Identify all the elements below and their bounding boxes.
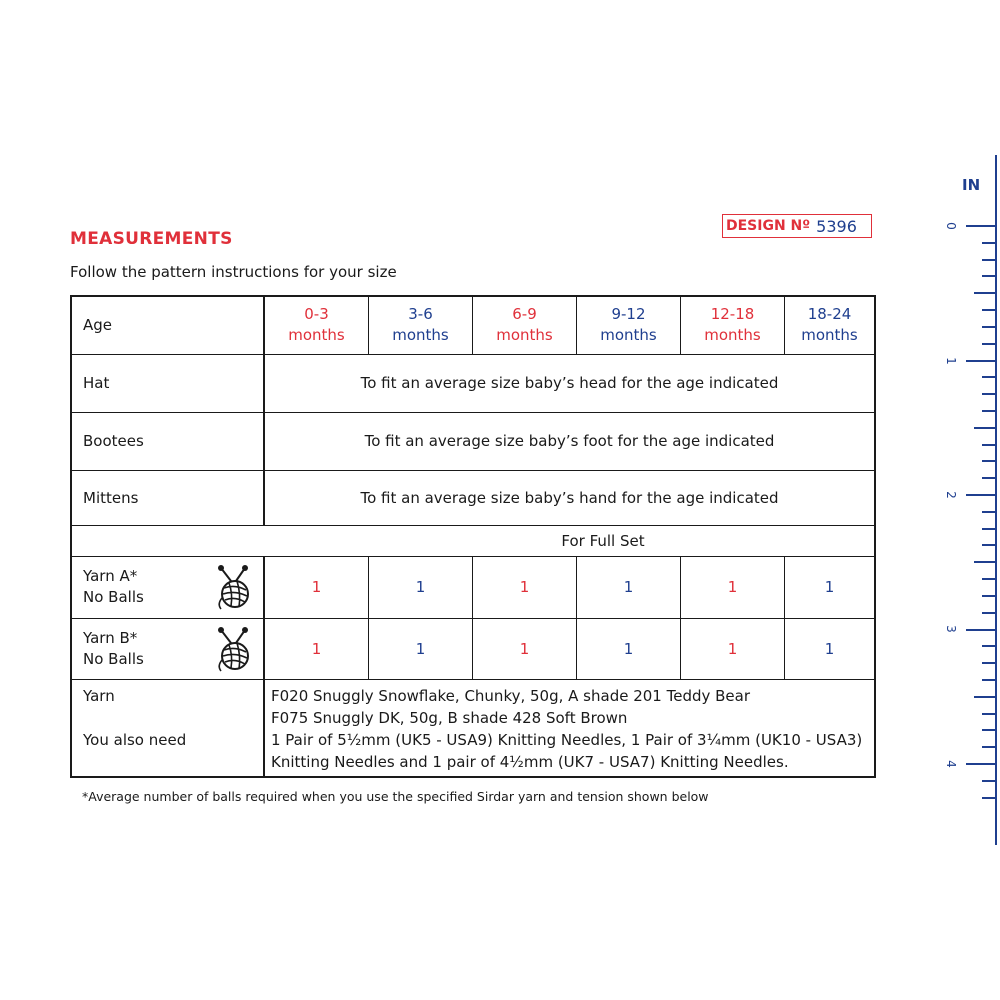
- ruler-tick: [982, 460, 996, 462]
- ruler-tick: [982, 612, 996, 614]
- yarn-a-label: Yarn A* No Balls: [71, 556, 264, 618]
- yarn-label: Yarn: [83, 686, 115, 705]
- ruler-tick: [982, 259, 996, 261]
- age-cell: 0-3 months: [264, 296, 369, 354]
- ruler-tick: [974, 561, 996, 563]
- yarn-a-value: 1: [369, 556, 473, 618]
- ruler-unit-label: IN: [962, 176, 981, 194]
- yarn-ball-icon: [213, 626, 255, 672]
- hat-label: Hat: [71, 354, 264, 412]
- ruler-tick: [974, 696, 996, 698]
- yarn-line: F020 Snuggly Snowflake, Chunky, 50g, A shade 201 Teddy Bear: [271, 686, 751, 705]
- yarn-info-labels: [71, 679, 264, 777]
- yarn-ball-icon: [213, 564, 255, 610]
- yarn-info-row: [71, 679, 875, 777]
- design-number: 5396: [816, 216, 857, 236]
- bootees-fit-text: To fit an average size baby’s foot for the age indicated: [264, 412, 875, 470]
- hat-row: [71, 354, 875, 412]
- mittens-label: Mittens: [71, 470, 264, 525]
- ruler-tick: [982, 343, 996, 345]
- ruler-tick: [982, 729, 996, 731]
- need-label: You also need: [83, 730, 187, 749]
- ruler-tick: [982, 275, 996, 277]
- design-label: DESIGN Nº: [726, 218, 811, 234]
- mittens-fit-text: To fit an average size baby’s hand for the age indicated: [264, 470, 875, 525]
- yarn-b-value: 1: [473, 618, 577, 679]
- yarn-info-text: [264, 679, 875, 777]
- ruler-tick: [982, 511, 996, 513]
- yarn-b-label: Yarn B* No Balls: [71, 618, 264, 679]
- ruler-tick: [966, 225, 996, 227]
- ruler-tick: [982, 780, 996, 782]
- ruler-tick: [982, 309, 996, 311]
- yarn-a-value: 1: [785, 556, 876, 618]
- yarn-line: F075 Snuggly DK, 50g, B shade 428 Soft Brown: [271, 708, 628, 727]
- ruler-number: 4: [944, 760, 958, 768]
- yarn-b-value: 1: [264, 618, 369, 679]
- design-number-box: [722, 214, 872, 238]
- section-subtitle: Follow the pattern instructions for your size: [70, 263, 397, 281]
- ruler-tick: [974, 427, 996, 429]
- yarn-a-row: [71, 556, 875, 618]
- ruler-tick: [982, 797, 996, 799]
- ruler-tick: [982, 528, 996, 530]
- ruler-tick: [982, 242, 996, 244]
- mittens-row: [71, 470, 875, 525]
- ruler-tick: [982, 477, 996, 479]
- need-line: Knitting Needles and 1 pair of 4½mm (UK7 - USA7) Knitting Needles.: [271, 752, 789, 771]
- age-cell: 12-18 months: [681, 296, 785, 354]
- ruler-tick: [982, 713, 996, 715]
- yarn-b-value: 1: [681, 618, 785, 679]
- age-cell: 9-12 months: [577, 296, 681, 354]
- ruler-tick: [982, 578, 996, 580]
- ruler-tick: [982, 410, 996, 412]
- ruler-tick: [982, 595, 996, 597]
- ruler-tick: [982, 645, 996, 647]
- age-cell: 3-6 months: [369, 296, 473, 354]
- ruler-number: 0: [944, 222, 958, 230]
- measurements-table: [70, 295, 876, 778]
- yarn-a-value: 1: [473, 556, 577, 618]
- full-set-row: [71, 525, 875, 556]
- need-line: 1 Pair of 5½mm (UK5 - USA9) Knitting Needles, 1 Pair of 3¼mm (UK10 - USA3): [271, 730, 863, 749]
- ruler-number: 1: [944, 357, 958, 365]
- yarn-b-row: [71, 618, 875, 679]
- ruler-tick: [982, 662, 996, 664]
- ruler-tick: [974, 292, 996, 294]
- ruler-tick: [966, 360, 996, 362]
- full-set-label: For Full Set: [71, 525, 875, 556]
- age-row: [71, 296, 875, 354]
- ruler-tick: [966, 494, 996, 496]
- ruler-number: 3: [944, 625, 958, 633]
- section-title: MEASUREMENTS: [70, 229, 233, 249]
- ruler-tick: [982, 444, 996, 446]
- age-cell: 18-24 months: [785, 296, 876, 354]
- footnote: *Average number of balls required when you use the specified Sirdar yarn and tension shown below: [82, 789, 709, 804]
- yarn-b-value: 1: [577, 618, 681, 679]
- ruler-tick: [966, 763, 996, 765]
- ruler-tick: [982, 679, 996, 681]
- ruler-tick: [982, 746, 996, 748]
- bootees-label: Bootees: [71, 412, 264, 470]
- ruler-tick: [982, 376, 996, 378]
- yarn-a-value: 1: [264, 556, 369, 618]
- age-cell: 6-9 months: [473, 296, 577, 354]
- ruler-tick: [966, 629, 996, 631]
- ruler-tick: [982, 326, 996, 328]
- ruler-tick: [982, 393, 996, 395]
- bootees-row: [71, 412, 875, 470]
- yarn-b-value: 1: [785, 618, 876, 679]
- hat-fit-text: To fit an average size baby’s head for the age indicated: [264, 354, 875, 412]
- yarn-a-value: 1: [681, 556, 785, 618]
- yarn-b-value: 1: [369, 618, 473, 679]
- yarn-a-value: 1: [577, 556, 681, 618]
- age-label: Age: [71, 296, 264, 354]
- ruler-tick: [982, 544, 996, 546]
- ruler-number: 2: [944, 491, 958, 499]
